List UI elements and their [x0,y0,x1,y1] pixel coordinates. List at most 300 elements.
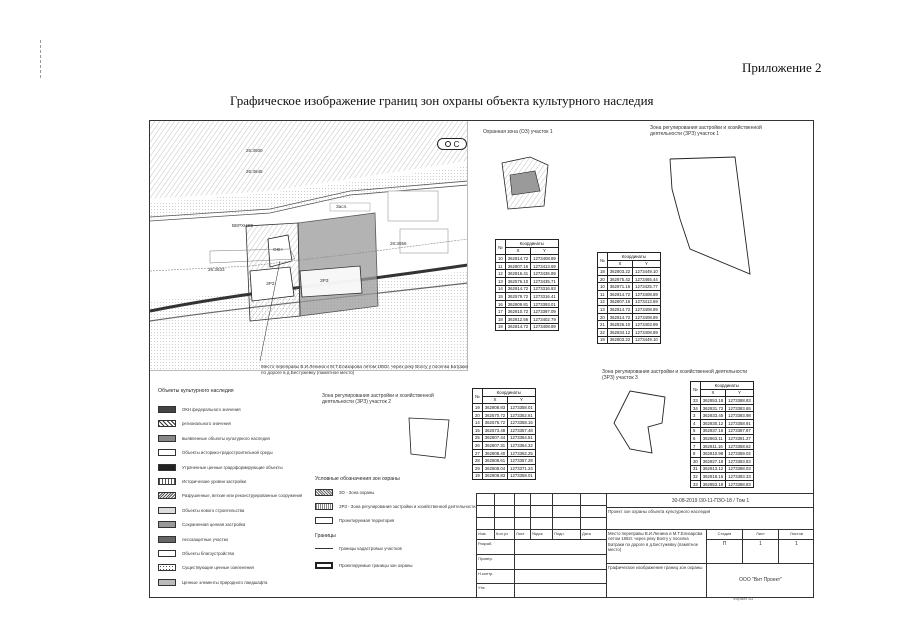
drawing-sheet [149,120,814,598]
table-row [496,277,559,285]
legend-boundaries-title: Границы [315,533,336,539]
cell-point: 20 [598,313,608,321]
zrz1-title: Зона регулирования застройки и хозяйственной деятельности (ЗРЗ) участок 1 [650,125,762,138]
cell-y: 1273357.28 [508,457,536,465]
zrz2-title: Зона регулирования застройки и хозяйственной деятельности (ЗРЗ) участок 2 [322,393,434,406]
stamp-role: Н.контр. [477,570,515,585]
table-row [691,397,754,405]
legend-label: регионального значения [182,421,231,427]
table-row [496,315,559,323]
legend-label: Ценные элементы природного ландшафта [182,579,268,585]
table-row [473,449,536,457]
legend-label: Исторические уровни застройки [182,479,247,484]
cell-x: 362803.22 [607,268,632,276]
map-label: 26:3930 [246,148,263,153]
table-row [598,328,661,336]
cell-point: 17 [496,308,506,316]
legend-swatch [315,548,333,549]
cell-y: 1273436.89 [531,270,559,278]
cell-x: 362814.72 [505,285,530,293]
cell-x: 362808.83 [482,472,507,480]
legend-label: Проектируемые границы зон охраны [339,563,413,568]
cell-y: 1273364.32 [508,442,536,450]
cell-y: 1273393.98 [726,412,754,420]
map-label: 26:3645 [246,169,263,174]
col-x: X [505,247,530,255]
table-header-row [691,389,754,397]
cell-x: 362814.72 [505,323,530,331]
cell-x: 362808.04 [482,464,507,472]
title-block [476,493,814,598]
cell-x: 362816.41 [505,270,530,278]
col-y: Y [531,247,559,255]
stamp-sheet: 1 [743,540,779,564]
stamp-cell [581,518,607,530]
legend-label: Существующие ценные озеленения [182,565,254,571]
table-header-row [691,382,754,390]
col-x: X [607,260,632,268]
cell-x: 362875.42 [607,275,632,283]
cell-x: 362837.16 [700,427,725,435]
legend-item [158,449,273,456]
table-row [598,336,661,344]
col-point-number: № [691,382,701,397]
table-row [598,275,661,283]
stamp-cell [495,518,515,530]
stamp-column-header: Лист [515,530,531,540]
col-coordinates: Координаты [505,240,558,248]
legend-zone-item [315,517,394,524]
map-label: Засл. [336,204,348,209]
cell-x: 362808.83 [482,404,507,412]
legend-label: Разрушенные, ветхие или реконструированные сооружения [182,493,303,499]
table-row [473,426,536,434]
cell-x: 362814.72 [607,313,632,321]
cell-point: 19 [473,472,483,480]
stamp-column-header: Дата [581,530,607,540]
stamp-column-header: Подп. [553,530,581,540]
cell-y: 1273408.89 [633,290,661,298]
cell-point: 5 [691,427,701,435]
stamp-sheets-header: Листов [779,530,814,540]
legend-item [158,492,302,499]
cell-y: 1273402.79 [531,315,559,323]
cell-point: 25 [473,434,483,442]
cell-x: 362803.22 [607,336,632,344]
cell-x: 362833.45 [700,412,725,420]
cell-y: 1273383.33 [726,473,754,481]
cell-x: 362811.16 [700,442,725,450]
cell-point: 22 [598,328,608,336]
cadastral-map [150,121,468,371]
cell-y: 1273383.65 [726,404,754,412]
legend-label: Границы кадастровых участков [339,546,402,551]
table-header-row [496,240,559,248]
legend-swatch [158,449,176,456]
table-row [496,262,559,270]
table-row [496,255,559,263]
table-row [496,285,559,293]
stamp-role: Разраб. [477,540,515,555]
cell-point: 11 [598,290,608,298]
stamp-cell [477,506,495,518]
legend-swatch [158,564,176,571]
legend-swatch [158,420,176,427]
col-point-number: № [598,253,608,268]
legend-label: Утраченные ценные градоформирующие объекты [182,464,283,470]
appendix-label: Приложение 2 [742,60,822,75]
table-header-row [598,260,661,268]
stamp-cell [515,494,531,506]
map-label: ВЕРХНЕЕ [232,223,254,228]
legend-label: ОКН федерального значения [182,407,241,412]
cell-point: 20 [473,411,483,419]
legend-label: Объекты благоустройства [182,551,235,556]
table-row [691,412,754,420]
stamp-cell [581,506,607,518]
table-row [496,293,559,301]
table-row [691,419,754,427]
col-x: X [482,396,507,404]
cell-x: 362812.56 [505,315,530,323]
stamp-cell [477,494,495,506]
table-row [496,270,559,278]
cell-y: 1273408.89 [531,255,559,263]
cell-point: 7 [691,442,701,450]
cell-x: 362834.12 [607,328,632,336]
cell-y: 1273413.69 [531,262,559,270]
table-row [473,434,536,442]
table-row [691,465,754,473]
zrz2-contour [405,414,455,464]
map-label: ЗРЗ [320,278,329,283]
legend-swatch [315,489,333,496]
stamp-column-header: №док [531,530,553,540]
stamp-stage: П [707,540,743,564]
legend-item [158,406,241,413]
legend-title: Объекты культурного наследия [158,388,234,394]
table-row [473,472,536,480]
legend-boundary-item [315,562,412,569]
map-label: ОКН [273,247,283,252]
cell-x: 362853.18 [700,480,725,488]
legend-swatch [158,521,176,528]
legend-item [158,564,254,571]
cell-y: 1273397.09 [531,308,559,316]
cell-point: 19 [598,336,608,344]
format-note: Формат А3 [733,596,754,601]
cell-y: 1273408.89 [633,328,661,336]
page-title: Графическое изображение границ зон охраны объекта культурного наследия [230,93,654,108]
cell-y: 1273403.99 [633,321,661,329]
cell-y: 1273465.44 [633,275,661,283]
table-row [691,427,754,435]
cell-x: 362814.72 [607,290,632,298]
cell-x: 362808.40 [482,449,507,457]
cell-y: 1273449.10 [633,268,661,276]
legend-item [158,478,246,485]
cell-point: 27 [473,449,483,457]
cell-point: 14 [496,285,506,293]
table-row [473,442,536,450]
cell-point: 26 [473,442,483,450]
cell-x: 362809.81 [505,300,530,308]
cell-x: 362807.31 [482,442,507,450]
col-y: Y [726,389,754,397]
stamp-name-cell [515,584,607,598]
cell-point: 31 [691,465,701,473]
stamp-name-cell [515,570,607,585]
cell-y: 1273358.91 [726,419,754,427]
cell-x: 362579.72 [505,293,530,301]
cell-x: 362814.72 [505,255,530,263]
cell-point: 18 [496,315,506,323]
cell-x: 362814.72 [607,306,632,314]
legend-item [158,550,234,557]
legend-swatch [158,406,176,413]
cell-point: 13 [496,277,506,285]
cell-x: 362570.72 [482,411,507,419]
cell-x: 362810.72 [505,308,530,316]
cell-point: 18 [598,268,608,276]
cell-y: 1273387.87 [726,427,754,435]
object-caption: Место переправы В.И.Ленина и М.Т.Елизарова летом 1892г. через реку Волгу у поселка Батраки по дороге в д.Бестужевку (памятное место) [261,364,468,375]
table-row [473,464,536,472]
cell-y: 1273362.25 [508,449,536,457]
table-row [598,290,661,298]
cell-y: 1273358.01 [508,404,536,412]
stamp-stage-header: Стадия [707,530,743,540]
cell-point: 3 [691,412,701,420]
cell-point: 4 [691,419,701,427]
zrz2-coordinates-table [472,388,536,480]
cell-y: 1273358.62 [726,442,754,450]
cell-x: 362818.16 [700,473,725,481]
cell-y: 1273393.01 [531,300,559,308]
cell-x: 362830.12 [700,419,725,427]
binding-marks [40,40,42,78]
legend-swatch [158,507,176,514]
cell-point: 33 [691,480,701,488]
col-coordinates: Координаты [700,382,753,390]
stamp-name-cell [515,555,607,570]
cell-y: 1273364.51 [508,434,536,442]
cell-point: 29 [473,464,483,472]
legend-swatch [158,579,176,586]
legend-item [158,536,228,543]
cell-point: 33 [691,397,701,405]
legend-item [158,435,270,442]
stamp-cell [477,518,495,530]
legend-swatch [315,562,333,569]
cell-point: 32 [691,473,701,481]
cell-y: 1273435.71 [531,277,559,285]
legend-label: Сохраненная ценная застройка [182,522,246,528]
stamp-org: ООО "Вит Проект" [707,564,814,598]
table-row [691,473,754,481]
legend-swatch [158,478,176,485]
cell-x: 362853.18 [700,397,725,405]
table-row [691,404,754,412]
cell-y: 1273413.69 [633,298,661,306]
stamp-cell [495,494,515,506]
cell-y: 1273408.89 [633,313,661,321]
stamp-object: Место переправы В.И.Ленина и М.Т.Елизарова летом 1892г. через реку Волгу у поселка Батраки по дороге в д.Бестужевку (памятное место) [607,530,707,564]
legend-label: Проектируемая территория [339,518,395,523]
cell-point: 34 [691,404,701,412]
legend-label: ЗО - Зона охраны [339,490,375,495]
table-row [598,321,661,329]
cell-x: 362827.18 [700,457,725,465]
legend-swatch [158,464,176,471]
legend-zones-title: Условные обозначения зон охраны [315,476,400,482]
legend-zone-item [315,503,475,510]
legend-item [158,579,267,586]
stamp-sheets: 1 [779,540,814,564]
cell-point: 19 [473,404,483,412]
legend-swatch [158,550,176,557]
cell-y: 1273383.83 [726,457,754,465]
cell-y: 1273449.10 [633,336,661,344]
table-row [691,435,754,443]
stamp-cell [553,494,581,506]
legend-label: лесозащитные участки [182,536,228,542]
oz-coordinates-table [495,239,559,331]
col-point-number: № [473,389,483,404]
legend-label: ЗРЗ - Зона регулирования застройки и хозяйственной деятельности [339,504,476,509]
north-arrow-icon: С [437,138,467,150]
cell-y: 1273381.27 [726,435,754,443]
cell-y: 1273358.01 [508,472,536,480]
cell-x: 362863.11 [700,435,725,443]
cell-y: 1273388.03 [726,465,754,473]
legend-item [158,420,231,427]
stamp-cell [531,506,553,518]
table-header-row [473,396,536,404]
cell-point: 11 [496,262,506,270]
stamp-column-header: Изм. [477,530,495,540]
cell-x: 362826.10 [607,321,632,329]
legend-swatch [315,503,333,510]
oz-title: Охранная зона (ОЗ) участок 1 [483,129,553,135]
cell-point: 14 [473,419,483,427]
cell-point: 15 [496,293,506,301]
cell-y: 1273316.41 [531,293,559,301]
cell-y: 1273316.93 [531,285,559,293]
cell-y: 1273371.24 [508,464,536,472]
table-row [496,323,559,331]
cell-point: 30 [691,457,701,465]
stamp-cell [531,494,553,506]
table-row [691,450,754,458]
cell-x: 362871.16 [607,283,632,291]
cell-y: 1273408.89 [531,323,559,331]
col-point-number: № [496,240,506,255]
stamp-cell [553,518,581,530]
table-row [691,442,754,450]
cell-point: 6 [691,435,701,443]
cell-point: 16 [496,300,506,308]
stamp-role: Провер. [477,555,515,570]
table-row [496,308,559,316]
col-coordinates: Координаты [607,253,660,261]
cell-x: 362813.12 [700,465,725,473]
table-row [473,404,536,412]
table-row [598,306,661,314]
cell-point: 8 [691,450,701,458]
table-row [691,480,754,488]
legend-zone-item [315,489,374,496]
zrz3-contour [600,383,685,461]
cell-y: 1273358.15 [508,419,536,427]
stamp-cell [515,518,531,530]
cell-x: 362573.48 [482,426,507,434]
legend-swatch [158,492,176,499]
cell-y: 1273352.61 [508,411,536,419]
cell-point: 12 [496,270,506,278]
stamp-cell [495,506,515,518]
legend-swatch [158,435,176,442]
legend-swatch [158,536,176,543]
legend-label: Объекты нового строительства [182,507,245,513]
table-header-row [473,389,536,397]
stamp-project: Проект зон охраны объекта культурного наследия [607,508,814,530]
cell-x: 362576.72 [482,419,507,427]
cell-y: 1273425.77 [633,283,661,291]
cell-y: 1273359.02 [726,450,754,458]
cell-x: 362808.61 [482,457,507,465]
legend-item [158,464,283,471]
cell-point: 20 [598,275,608,283]
table-row [691,457,754,465]
cell-x: 362831.73 [700,404,725,412]
table-header-row [496,247,559,255]
table-row [598,313,661,321]
cell-x: 362576.10 [505,277,530,285]
map-label: 26:3656 [390,241,407,246]
cell-point: 28 [473,457,483,465]
cell-x: 362807.16 [505,262,530,270]
legend-swatch [315,517,333,524]
stamp-role: Утв. [477,584,515,598]
col-x: X [700,389,725,397]
cell-point: 21 [598,321,608,329]
table-row [473,411,536,419]
col-y: Y [508,396,536,404]
table-header-row [598,253,661,261]
stamp-code: 30-08-2019 /30-11-ПЗО-18 / Том 1 [607,494,814,508]
table-row [496,300,559,308]
legend-boundary-item [315,546,402,551]
zrz1-contour [650,149,790,279]
stamp-cell [531,518,553,530]
map-label: 26:3633 [208,267,225,272]
stamp-cell [553,506,581,518]
stamp-cell [581,494,607,506]
legend-label: выявленные объекты культурного наследия [182,435,270,441]
cell-point: 13 [598,306,608,314]
cell-point: 19 [496,323,506,331]
zrz3-coordinates-table [690,381,754,488]
legend-item [158,521,245,528]
cell-point: 10 [598,283,608,291]
cell-x: 362807.44 [482,434,507,442]
map-label: ЗРЗ [266,281,275,286]
stamp-name-cell [515,540,607,555]
table-row [598,268,661,276]
table-row [598,298,661,306]
map-drawing [150,121,468,371]
